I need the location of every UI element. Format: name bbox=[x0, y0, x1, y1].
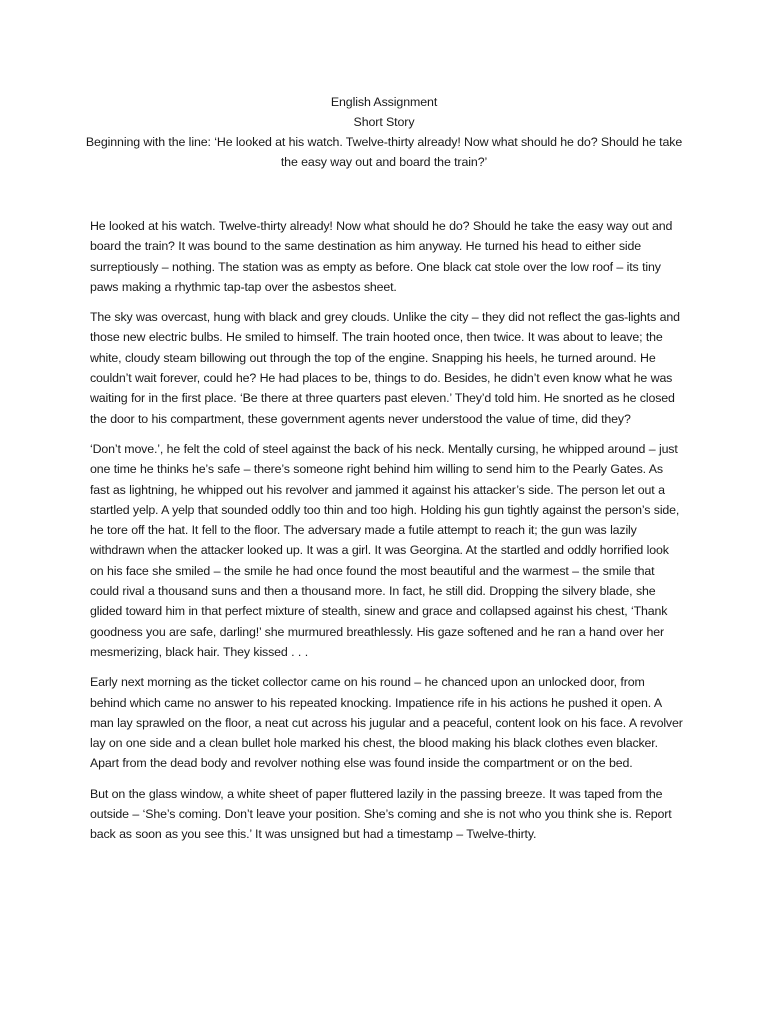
document-subtitle: Short Story bbox=[353, 115, 415, 129]
story-paragraph-1: He looked at his watch. Twelve-thirty already! Now what should he do? Should he take the easy way out and board the train? It was bound to the same destination as him anyway. He turned his head to either side surreptiously – nothing. The station was as empty as before. One black cat stole over the low roof – its tiny paws making a rhythmic tap-tap over the asbestos sheet. bbox=[90, 219, 673, 294]
story-body bbox=[90, 216, 684, 855]
story-paragraph-4: Early next morning as the ticket collector came on his round – he chanced upon an unlocked door, from behind which came no answer to his repeated knocking. Impatience rife in his actions he pushed it open. A man lay sprawled on the floor, a neat cut across his jugular and a peaceful, content look on his face. A revolver lay on one side and a clean bullet hole marked his chest, the blood making his black clothes even blacker. Apart from the dead body and revolver nothing else was found inside the compartment or on the bed. bbox=[90, 675, 683, 771]
document-title: English Assignment bbox=[330, 95, 438, 109]
story-paragraph-3: ‘Don’t move.’, he felt the cold of steel against the back of his neck. Mentally cursing, he whipped around – just one time he thinks he’s safe – there’s someone right behind him willing to send him to the Pearly Gates. As fast as lightning, he whipped out his revolver and jammed it against his attacker’s side. The person let out a startled yelp. A yelp that sounded oddly too thin and too high. Holding his gun tightly against the person’s side, he tore off the hat. It fell to the floor. The adversary made a futile attempt to reach it; the gun was lazily withdrawn when the attacker looked up. It was a girl. It was Georgina. At the startled and oddly horrified look on his face she smiled – the smile he had once found the most beautiful and the warmest – the smile that could rival a thousand suns and then a thousand more. In fact, he still did. Dropping the silvery blade, she glided toward him in that perfect mixture of stealth, sinew and grace and collapsed against his chest, ‘Thank goodness you are safe, darling!’ she murmured breathlessly. His gaze softened and he ran a hand over her mesmerizing, black hair. They kissed . . . bbox=[90, 441, 680, 659]
story-paragraph-2: The sky was overcast, hung with black and grey clouds. Unlike the city – they did not reflect the gas-lights and those new electric bulbs. He smiled to himself. The train hooted once, then twice. It was about to leave; the white, cloudy steam billowing out through the top of the engine. Snapping his heels, he turned around. He couldn’t wait forever, could he? He had places to be, things to do. Besides, he didn’t even know what he was waiting for in the first place. ‘Be there at three quarters past eleven.’ They’d told him. He snorted as he closed the door to his compartment, these government agents never understood the value of time, did they? bbox=[90, 310, 680, 426]
assignment-prompt: Beginning with the line: ‘He looked at his watch. Twelve-thirty already! Now what should he do? Should he take the easy way out and board the train?’ bbox=[85, 135, 683, 169]
document-header bbox=[80, 92, 688, 172]
story-paragraph-5: But on the glass window, a white sheet of paper fluttered lazily in the passing breeze. It was taped from the outside – ‘She’s coming. Don’t leave your position. She’s coming and she is not who you think she is. Report back as soon as you see this.’ It was unsigned but had a timestamp – Twelve-thirty. bbox=[90, 786, 672, 842]
